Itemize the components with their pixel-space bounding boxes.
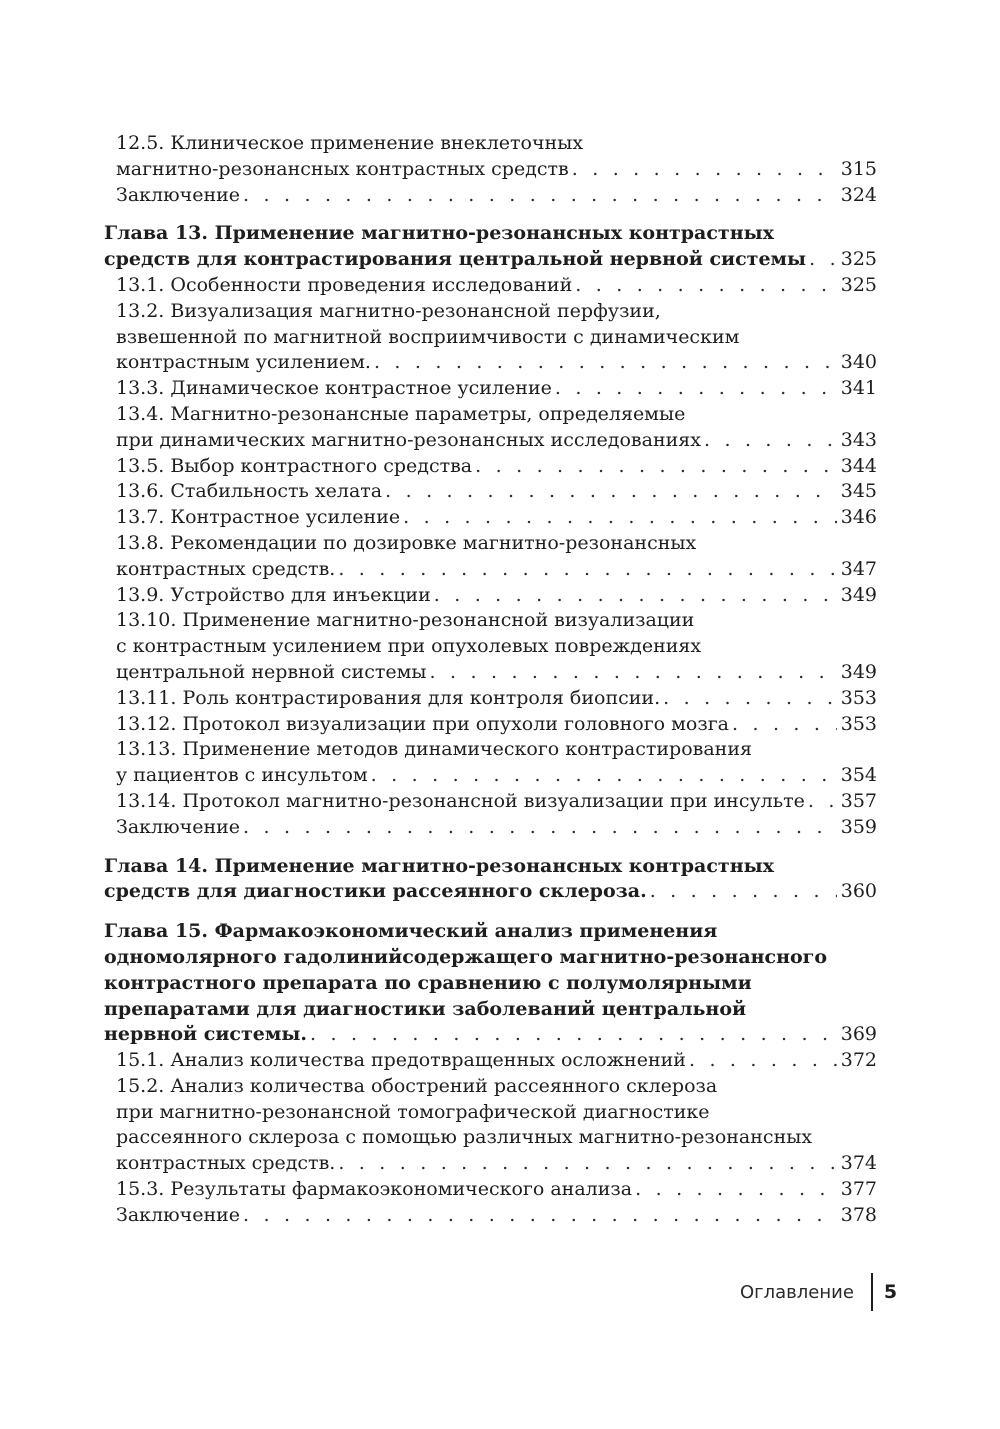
toc-entry-title-line: контрастных средств. bbox=[116, 557, 336, 580]
toc-entry-last-line bbox=[116, 583, 877, 609]
toc-entry-title-line: одномолярного гадолинийсодержащего магнитно-резонансного bbox=[104, 945, 828, 968]
toc-entry-last-line bbox=[116, 1203, 877, 1229]
toc-entry-title-line: с контрастным усилением при опухолевых повреждениях bbox=[116, 635, 702, 658]
dot-leader bbox=[430, 660, 837, 686]
toc-section-entry bbox=[104, 454, 877, 480]
page-footer bbox=[740, 1277, 897, 1307]
toc-page-number: 374 bbox=[840, 1152, 877, 1175]
toc-page-number: 325 bbox=[840, 248, 877, 271]
toc-section-entry bbox=[104, 712, 877, 738]
dot-leader bbox=[385, 479, 837, 505]
toc-entry-last-line bbox=[116, 479, 877, 505]
toc-entry-title-line: 13.1. Особенности проведения исследований bbox=[116, 273, 573, 296]
toc-entry-last-line bbox=[116, 789, 877, 815]
dot-leader bbox=[704, 428, 837, 454]
dot-leader bbox=[732, 712, 837, 738]
toc-entry-title-line: Заключение bbox=[116, 183, 241, 206]
dot-leader bbox=[663, 686, 837, 712]
toc-page-number: 354 bbox=[840, 764, 877, 787]
toc-chapter-entry bbox=[104, 221, 877, 273]
toc-entry-last-line bbox=[116, 505, 877, 531]
toc-section-entry bbox=[104, 686, 877, 712]
toc-entry-last-line bbox=[116, 686, 877, 712]
toc-section-entry bbox=[104, 131, 877, 183]
dot-leader bbox=[555, 376, 837, 402]
toc-section-entry bbox=[104, 608, 877, 685]
toc-section-entry bbox=[104, 273, 877, 299]
toc-entry-title-line: 13.8. Рекомендации по дозировке магнитно-резонансных bbox=[116, 531, 697, 554]
toc-entry-last-line bbox=[116, 712, 877, 738]
dot-leader bbox=[808, 789, 837, 815]
toc-entry-title-line: 13.14. Протокол магнитно-резонансной визуализации при инсульте bbox=[116, 789, 805, 812]
toc-entry-title-line: 13.9. Устройство для инъекции bbox=[116, 583, 431, 606]
dot-leader bbox=[572, 157, 837, 183]
toc-section-entry bbox=[104, 737, 877, 789]
toc-page-number: 325 bbox=[840, 273, 877, 296]
toc-section-entry bbox=[104, 815, 877, 841]
toc-entry-last-line bbox=[104, 1022, 877, 1048]
dot-leader bbox=[310, 1022, 837, 1048]
toc-section-entry bbox=[104, 299, 877, 376]
dot-leader bbox=[635, 1177, 837, 1203]
toc-entry-title-line: контрастных средств. bbox=[116, 1152, 336, 1175]
toc-chapter-entry bbox=[104, 919, 877, 1048]
dot-leader bbox=[650, 879, 837, 905]
toc-entry-title-line: магнитно-резонансных контрастных средств bbox=[116, 157, 569, 180]
dot-leader bbox=[243, 183, 837, 209]
toc-entry-last-line bbox=[116, 660, 877, 686]
running-header-label: Оглавление bbox=[740, 1281, 854, 1303]
toc-entry-last-line bbox=[116, 1177, 877, 1203]
table-of-contents bbox=[104, 131, 877, 1229]
toc-entry-title-line: 13.3. Динамическое контрастное усиление bbox=[116, 377, 552, 400]
toc-page-number: 346 bbox=[840, 506, 877, 529]
toc-entry-title-line: центральной нервной системы bbox=[116, 660, 427, 683]
toc-chapter-entry bbox=[104, 854, 877, 906]
toc-page-number: 353 bbox=[840, 686, 877, 709]
toc-entry-title-line: Заключение bbox=[116, 1203, 241, 1226]
dot-leader bbox=[243, 815, 837, 841]
toc-entry-title-line: Заключение bbox=[116, 815, 241, 838]
toc-entry-last-line bbox=[116, 376, 877, 402]
toc-entry-title-line: контрастного препарата по сравнению с полумолярными bbox=[104, 971, 752, 994]
toc-page-number: 347 bbox=[840, 557, 877, 580]
toc-entry-last-line bbox=[116, 763, 877, 789]
toc-entry-title-line: 15.2. Анализ количества обострений рассеянного склероза bbox=[116, 1074, 718, 1097]
toc-page-number: 315 bbox=[840, 157, 877, 180]
toc-entry-title-line: 13.2. Визуализация магнитно-резонансной перфузии, bbox=[116, 299, 661, 322]
toc-entry-last-line bbox=[104, 879, 877, 905]
toc-page-number: 324 bbox=[840, 183, 877, 206]
toc-entry-title-line: 13.12. Протокол визуализации при опухоли головного мозга bbox=[116, 712, 729, 735]
toc-page-number: 341 bbox=[840, 377, 877, 400]
toc-section-entry bbox=[104, 1177, 877, 1203]
toc-page-number: 369 bbox=[840, 1023, 877, 1046]
toc-entry-title-line: средств для контрастирования центральной нервной системы bbox=[104, 248, 807, 271]
toc-page-number: 377 bbox=[840, 1178, 877, 1201]
toc-section-entry bbox=[104, 505, 877, 531]
footer-divider bbox=[871, 1273, 873, 1311]
dot-leader bbox=[575, 273, 836, 299]
page-number: 5 bbox=[883, 1281, 898, 1303]
toc-entry-last-line bbox=[116, 428, 877, 454]
toc-entry-title-line: 13.7. Контрастное усиление bbox=[116, 506, 401, 529]
toc-entry-title-line: 13.5. Выбор контрастного средства bbox=[116, 454, 473, 477]
toc-page-number: 357 bbox=[840, 789, 877, 812]
dot-leader bbox=[475, 454, 837, 480]
toc-page-number: 343 bbox=[840, 428, 877, 451]
dot-leader bbox=[371, 763, 837, 789]
toc-entry-title-line: 13.11. Роль контрастирования для контроля биопсии. bbox=[116, 686, 661, 709]
toc-entry-title-line: 13.4. Магнитно-резонансные параметры, определяемые bbox=[116, 402, 686, 425]
dot-leader bbox=[689, 1048, 837, 1074]
toc-section-entry bbox=[104, 1203, 877, 1229]
toc-page-number: 359 bbox=[840, 815, 877, 838]
toc-entry-title-line: Глава 13. Применение магнитно-резонансных контрастных bbox=[104, 222, 774, 245]
toc-section-entry bbox=[104, 583, 877, 609]
toc-entry-title-line: препаратами для диагностики заболеваний центральной bbox=[104, 997, 747, 1020]
toc-entry-last-line bbox=[116, 1048, 877, 1074]
toc-page-number: 353 bbox=[840, 712, 877, 735]
toc-entry-title-line: 13.13. Применение методов динамического контрастирования bbox=[116, 738, 752, 761]
toc-page-number: 378 bbox=[840, 1203, 877, 1226]
toc-entry-last-line bbox=[116, 815, 877, 841]
toc-section-entry bbox=[104, 183, 877, 209]
toc-entry-title-line: 15.3. Результаты фармакоэкономического анализа bbox=[116, 1178, 633, 1201]
toc-page-number: 344 bbox=[840, 454, 877, 477]
toc-entry-title-line: контрастным усилением. bbox=[116, 351, 371, 374]
dot-leader bbox=[338, 557, 836, 583]
toc-entry-last-line bbox=[116, 1151, 877, 1177]
toc-section-entry bbox=[104, 479, 877, 505]
toc-entry-title-line: средств для диагностики рассеянного склероза. bbox=[104, 880, 647, 903]
dot-leader bbox=[338, 1151, 836, 1177]
toc-entry-last-line bbox=[116, 454, 877, 480]
toc-section-entry bbox=[104, 376, 877, 402]
toc-entry-title-line: 12.5. Клиническое применение внеклеточных bbox=[116, 132, 584, 154]
toc-entry-title-line: рассеянного склероза с помощью различных магнитно-резонансных bbox=[116, 1126, 813, 1149]
dot-leader bbox=[809, 247, 837, 273]
toc-entry-last-line bbox=[116, 273, 877, 299]
toc-entry-title-line: нервной системы. bbox=[104, 1023, 308, 1046]
toc-entry-last-line bbox=[116, 157, 877, 183]
toc-page-number: 349 bbox=[840, 583, 877, 606]
toc-entry-last-line bbox=[116, 350, 877, 376]
toc-section-entry bbox=[104, 531, 877, 583]
toc-page-number: 349 bbox=[840, 660, 877, 683]
toc-entry-title-line: Глава 15. Фармакоэкономический анализ применения bbox=[104, 920, 718, 943]
toc-entry-last-line bbox=[104, 247, 877, 273]
toc-entry-title-line: Глава 14. Применение магнитно-резонансных контрастных bbox=[104, 854, 774, 877]
toc-entry-title-line: 15.1. Анализ количества предотвращенных осложнений bbox=[116, 1049, 686, 1072]
toc-entry-last-line bbox=[116, 183, 877, 209]
toc-entry-title-line: взвешенной по магнитной восприимчивости с динамическим bbox=[116, 325, 740, 348]
toc-section-entry bbox=[104, 789, 877, 815]
toc-page-number: 340 bbox=[840, 351, 877, 374]
toc-section-entry bbox=[104, 1074, 877, 1177]
toc-page-number: 360 bbox=[840, 880, 877, 903]
toc-section-entry bbox=[104, 402, 877, 454]
toc-entry-last-line bbox=[116, 557, 877, 583]
toc-entry-title-line: 13.6. Стабильность хелата bbox=[116, 480, 383, 503]
toc-section-entry bbox=[104, 1048, 877, 1074]
dot-leader bbox=[403, 505, 837, 531]
toc-entry-title-line: при динамических магнитно-резонансных исследованиях bbox=[116, 428, 701, 451]
toc-entry-title-line: 13.10. Применение магнитно-резонансной визуализации bbox=[116, 609, 695, 632]
dot-leader bbox=[243, 1203, 837, 1229]
dot-leader bbox=[374, 350, 837, 376]
toc-entry-title-line: у пациентов с инсультом bbox=[116, 764, 368, 787]
toc-entry-title-line: при магнитно-резонансной томографической диагностике bbox=[116, 1100, 710, 1123]
toc-page-number: 372 bbox=[840, 1049, 877, 1072]
dot-leader bbox=[434, 583, 837, 609]
toc-page-number: 345 bbox=[840, 480, 877, 503]
